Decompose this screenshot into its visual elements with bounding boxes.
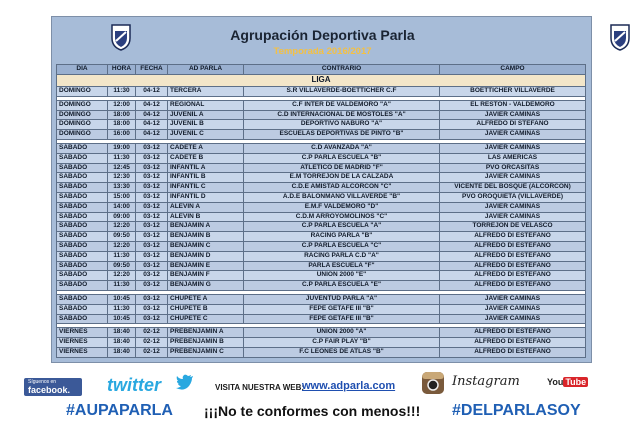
opponent-cell: PARLA ESCUELA "F" (244, 261, 440, 271)
column-header: CONTRARIO (244, 65, 440, 75)
day-cell: SABADO (57, 232, 108, 242)
facebook-button[interactable] (24, 378, 82, 396)
day-cell: SABADO (57, 173, 108, 183)
opponent-cell: RACING PARLA "B" (244, 232, 440, 242)
page-title: Agrupación Deportiva Parla (230, 27, 415, 43)
opponent-cell: JUVENTUD PARLA "A" (244, 294, 440, 304)
table-row (57, 241, 586, 251)
venue-cell: JAVIER CAMIÑAS (440, 304, 586, 314)
column-header: HORA (108, 65, 136, 75)
table-row (57, 328, 586, 338)
opponent-cell: UNION 2000 "A" (244, 328, 440, 338)
opponent-cell: ESCUELAS DEPORTIVAS DE PINTO "B" (244, 130, 440, 140)
time-cell: 09:00 (108, 212, 136, 222)
date-cell: 03-12 (136, 304, 168, 314)
date-cell: 03-12 (136, 173, 168, 183)
opponent-cell: S.R VILLAVERDE-BOETTICHER C.F (244, 87, 440, 97)
time-cell: 15:00 (108, 192, 136, 202)
table-row (57, 143, 586, 153)
venue-cell: LAS AMERICAS (440, 153, 586, 163)
table-row (57, 100, 586, 110)
table-row (57, 314, 586, 324)
team-cell: BENJAMIN E (168, 261, 244, 271)
date-cell: 04-12 (136, 87, 168, 97)
opponent-cell: C.P PARLA ESCUELA "E" (244, 281, 440, 291)
day-cell: SABADO (57, 271, 108, 281)
time-cell: 19:00 (108, 143, 136, 153)
date-cell: 03-12 (136, 251, 168, 261)
opponent-cell: FEPE GETAFE III "B" (244, 304, 440, 314)
opponent-cell: C.D.E AMISTAD ALCORCON "C" (244, 183, 440, 193)
time-cell: 12:30 (108, 173, 136, 183)
date-cell: 03-12 (136, 261, 168, 271)
column-header: FECHA (136, 65, 168, 75)
date-cell: 02-12 (136, 347, 168, 357)
date-cell: 03-12 (136, 143, 168, 153)
team-cell: JUVENIL A (168, 110, 244, 120)
opponent-cell: DEPORTIVO NABURO "A" (244, 120, 440, 130)
day-cell: SABADO (57, 251, 108, 261)
team-cell: CADETE A (168, 143, 244, 153)
day-cell: SABADO (57, 281, 108, 291)
day-cell: VIERNES (57, 347, 108, 357)
date-cell: 03-12 (136, 202, 168, 212)
table-row (57, 304, 586, 314)
venue-cell: ALFREDO DI ESTEFANO (440, 232, 586, 242)
date-cell: 03-12 (136, 232, 168, 242)
table-row (57, 294, 586, 304)
venue-cell: PVO OROQUIETA (VILLAVERDE) (440, 192, 586, 202)
table-row (57, 87, 586, 97)
column-header: AD PARLA (168, 65, 244, 75)
venue-cell: EL RESTON - VALDEMORO (440, 100, 586, 110)
time-cell: 11:30 (108, 251, 136, 261)
opponent-cell: C.P FAIR PLAY "B" (244, 338, 440, 348)
column-header: CAMPO (440, 65, 586, 75)
time-cell: 11:30 (108, 87, 136, 97)
table-row (57, 347, 586, 357)
team-cell: BENJAMIN C (168, 241, 244, 251)
table-row (57, 192, 586, 202)
time-cell: 10:45 (108, 294, 136, 304)
venue-cell: JAVIER CAMIÑAS (440, 110, 586, 120)
schedule-table (56, 64, 586, 358)
opponent-cell: FEPE GETAFE III "B" (244, 314, 440, 324)
venue-cell: JAVIER CAMIÑAS (440, 202, 586, 212)
date-cell: 03-12 (136, 212, 168, 222)
time-cell: 09:50 (108, 232, 136, 242)
team-cell: INFANTIL B (168, 173, 244, 183)
table-row (57, 251, 586, 261)
day-cell: SABADO (57, 212, 108, 222)
table-row (57, 183, 586, 193)
day-cell: SABADO (57, 314, 108, 324)
table-row (57, 281, 586, 291)
table-row (57, 110, 586, 120)
team-cell: CHUPETE A (168, 294, 244, 304)
date-cell: 02-12 (136, 338, 168, 348)
opponent-cell: C.F INTER DE VALDEMORO "A" (244, 100, 440, 110)
date-cell: 04-12 (136, 130, 168, 140)
twitter-bird-icon (176, 374, 194, 390)
day-cell: DOMINGO (57, 120, 108, 130)
date-cell: 03-12 (136, 281, 168, 291)
instagram-link[interactable]: Instagram (452, 374, 520, 389)
team-cell: TERCERA (168, 87, 244, 97)
liga-label: LIGA (57, 75, 586, 87)
column-header: DIA (57, 65, 108, 75)
table-row (57, 232, 586, 242)
team-cell: PREBENJAMIN B (168, 338, 244, 348)
day-cell: SABADO (57, 222, 108, 232)
team-cell: BENJAMIN D (168, 251, 244, 261)
venue-cell: JAVIER CAMIÑAS (440, 130, 586, 140)
day-cell: SABADO (57, 294, 108, 304)
table-row (57, 202, 586, 212)
visit-label: VISITA NUESTRA WEB: (215, 383, 305, 392)
opponent-cell: C.D.M ARROYOMOLINOS "C" (244, 212, 440, 222)
date-cell: 03-12 (136, 163, 168, 173)
table-row (57, 212, 586, 222)
day-cell: SABADO (57, 183, 108, 193)
date-cell: 03-12 (136, 271, 168, 281)
time-cell: 18:00 (108, 120, 136, 130)
hashtag-aupaparla: #AUPAPARLA (66, 402, 173, 419)
team-cell: INFANTIL D (168, 192, 244, 202)
venue-cell: ALFREDO DI ESTEFANO (440, 328, 586, 338)
facebook-logo-text: facebook. (28, 385, 71, 395)
team-cell: CADETE B (168, 153, 244, 163)
date-cell: 04-12 (136, 100, 168, 110)
date-cell: 03-12 (136, 314, 168, 324)
table-row (57, 173, 586, 183)
time-cell: 18:40 (108, 328, 136, 338)
day-cell: SABADO (57, 304, 108, 314)
team-cell: CHUPETE C (168, 314, 244, 324)
table-row (57, 130, 586, 140)
team-cell: BENJAMIN B (168, 232, 244, 242)
venue-cell: JAVIER CAMIÑAS (440, 173, 586, 183)
venue-cell: ALFREDO DI ESTEFANO (440, 241, 586, 251)
team-cell: CHUPETE B (168, 304, 244, 314)
day-cell: SABADO (57, 241, 108, 251)
day-cell: DOMINGO (57, 110, 108, 120)
twitter-link[interactable]: twitter (107, 375, 161, 395)
team-cell: ALEVIN A (168, 202, 244, 212)
table-row (57, 153, 586, 163)
day-cell: VIERNES (57, 328, 108, 338)
venue-cell: ALFREDO DI ESTEFANO (440, 338, 586, 348)
venue-cell: ALFREDO DI ESTEFANO (440, 281, 586, 291)
time-cell: 10:45 (108, 314, 136, 324)
day-cell: DOMINGO (57, 87, 108, 97)
team-cell: INFANTIL C (168, 183, 244, 193)
venue-cell: ALFREDO DI ESTEFANO (440, 251, 586, 261)
liga-row (57, 75, 586, 87)
website-link[interactable]: www.adparla.com (302, 380, 396, 392)
day-cell: DOMINGO (57, 130, 108, 140)
opponent-cell: C.P PARLA ESCUELA "C" (244, 241, 440, 251)
time-cell: 13:30 (108, 183, 136, 193)
day-cell: SABADO (57, 192, 108, 202)
opponent-cell: ATLETICO DE MADRID "F" (244, 163, 440, 173)
opponent-cell: RACING PARLA C.D "A" (244, 251, 440, 261)
youtube-link[interactable] (547, 377, 588, 387)
venue-cell: PVO ORCASITAS (440, 163, 586, 173)
instagram-camera-icon[interactable] (422, 372, 444, 394)
table-row (57, 271, 586, 281)
youtube-tube: Tube (565, 377, 587, 387)
time-cell: 09:50 (108, 261, 136, 271)
venue-cell: VICENTE DEL BOSQUE (ALCORCON) (440, 183, 586, 193)
date-cell: 03-12 (136, 222, 168, 232)
opponent-cell: C.P PARLA ESCUELA "B" (244, 153, 440, 163)
opponent-cell: E.M.F VALDEMORO "D" (244, 202, 440, 212)
date-cell: 03-12 (136, 241, 168, 251)
time-cell: 11:30 (108, 153, 136, 163)
date-cell: 03-12 (136, 153, 168, 163)
opponent-cell: UNION 2000 "E" (244, 271, 440, 281)
date-cell: 03-12 (136, 183, 168, 193)
venue-cell: JAVIER CAMIÑAS (440, 212, 586, 222)
venue-cell: JAVIER CAMIÑAS (440, 143, 586, 153)
opponent-cell: C.D INTERNACIONAL DE MOSTOLES "A" (244, 110, 440, 120)
table-row (57, 163, 586, 173)
date-cell: 03-12 (136, 294, 168, 304)
team-cell: PREBENJAMIN A (168, 328, 244, 338)
youtube-you: You (547, 377, 564, 387)
date-cell: 04-12 (136, 110, 168, 120)
date-cell: 04-12 (136, 120, 168, 130)
opponent-cell: A.D.E BALONMANO VILLAVERDE "B" (244, 192, 440, 202)
slogan: ¡¡¡No te conformes con menos!!! (204, 403, 421, 419)
venue-cell: JAVIER CAMIÑAS (440, 314, 586, 324)
time-cell: 12:20 (108, 271, 136, 281)
table-row (57, 338, 586, 348)
time-cell: 12:45 (108, 163, 136, 173)
opponent-cell: C.D AVANZADA "A" (244, 143, 440, 153)
day-cell: VIERNES (57, 338, 108, 348)
time-cell: 12:00 (108, 100, 136, 110)
team-cell: BENJAMIN G (168, 281, 244, 291)
time-cell: 18:40 (108, 338, 136, 348)
opponent-cell: F.C LEONES DE ATLAS "B" (244, 347, 440, 357)
day-cell: SABADO (57, 143, 108, 153)
date-cell: 03-12 (136, 192, 168, 202)
team-cell: JUVENIL B (168, 120, 244, 130)
day-cell: SABADO (57, 261, 108, 271)
club-crest-icon (609, 23, 630, 51)
day-cell: SABADO (57, 153, 108, 163)
table-row (57, 120, 586, 130)
time-cell: 18:00 (108, 110, 136, 120)
venue-cell: ALFREDO DI STEFANO (440, 120, 586, 130)
time-cell: 16:00 (108, 130, 136, 140)
time-cell: 11:30 (108, 304, 136, 314)
table-row (57, 222, 586, 232)
date-cell: 02-12 (136, 328, 168, 338)
opponent-cell: E.M TORREJON DE LA CALZADA (244, 173, 440, 183)
venue-cell: ALFREDO DI ESTEFANO (440, 271, 586, 281)
day-cell: SABADO (57, 163, 108, 173)
venue-cell: TORREJON DE VELASCO (440, 222, 586, 232)
time-cell: 12:20 (108, 241, 136, 251)
team-cell: REGIONAL (168, 100, 244, 110)
team-cell: PREBENJAMIN C (168, 347, 244, 357)
time-cell: 14:00 (108, 202, 136, 212)
team-cell: JUVENIL C (168, 130, 244, 140)
time-cell: 12:20 (108, 222, 136, 232)
venue-cell: ALFREDO DI ESTEFANO (440, 347, 586, 357)
opponent-cell: C.P PARLA ESCUELA "A" (244, 222, 440, 232)
venue-cell: JAVIER CAMIÑAS (440, 294, 586, 304)
table-header (57, 65, 586, 75)
team-cell: ALEVIN B (168, 212, 244, 222)
table-row (57, 261, 586, 271)
team-cell: INFANTIL A (168, 163, 244, 173)
team-cell: BENJAMIN A (168, 222, 244, 232)
team-cell: BENJAMIN F (168, 271, 244, 281)
facebook-small-text: Síguenos en (28, 379, 57, 385)
venue-cell: BOETTICHER VILLAVERDE (440, 87, 586, 97)
season-label: Temporada 2016/2017 (273, 46, 372, 57)
venue-cell: ALFREDO DI ESTEFANO (440, 261, 586, 271)
day-cell: SABADO (57, 202, 108, 212)
time-cell: 11:30 (108, 281, 136, 291)
day-cell: DOMINGO (57, 100, 108, 110)
hashtag-delparlasoy: #DELPARLASOY (452, 402, 581, 419)
time-cell: 18:40 (108, 347, 136, 357)
